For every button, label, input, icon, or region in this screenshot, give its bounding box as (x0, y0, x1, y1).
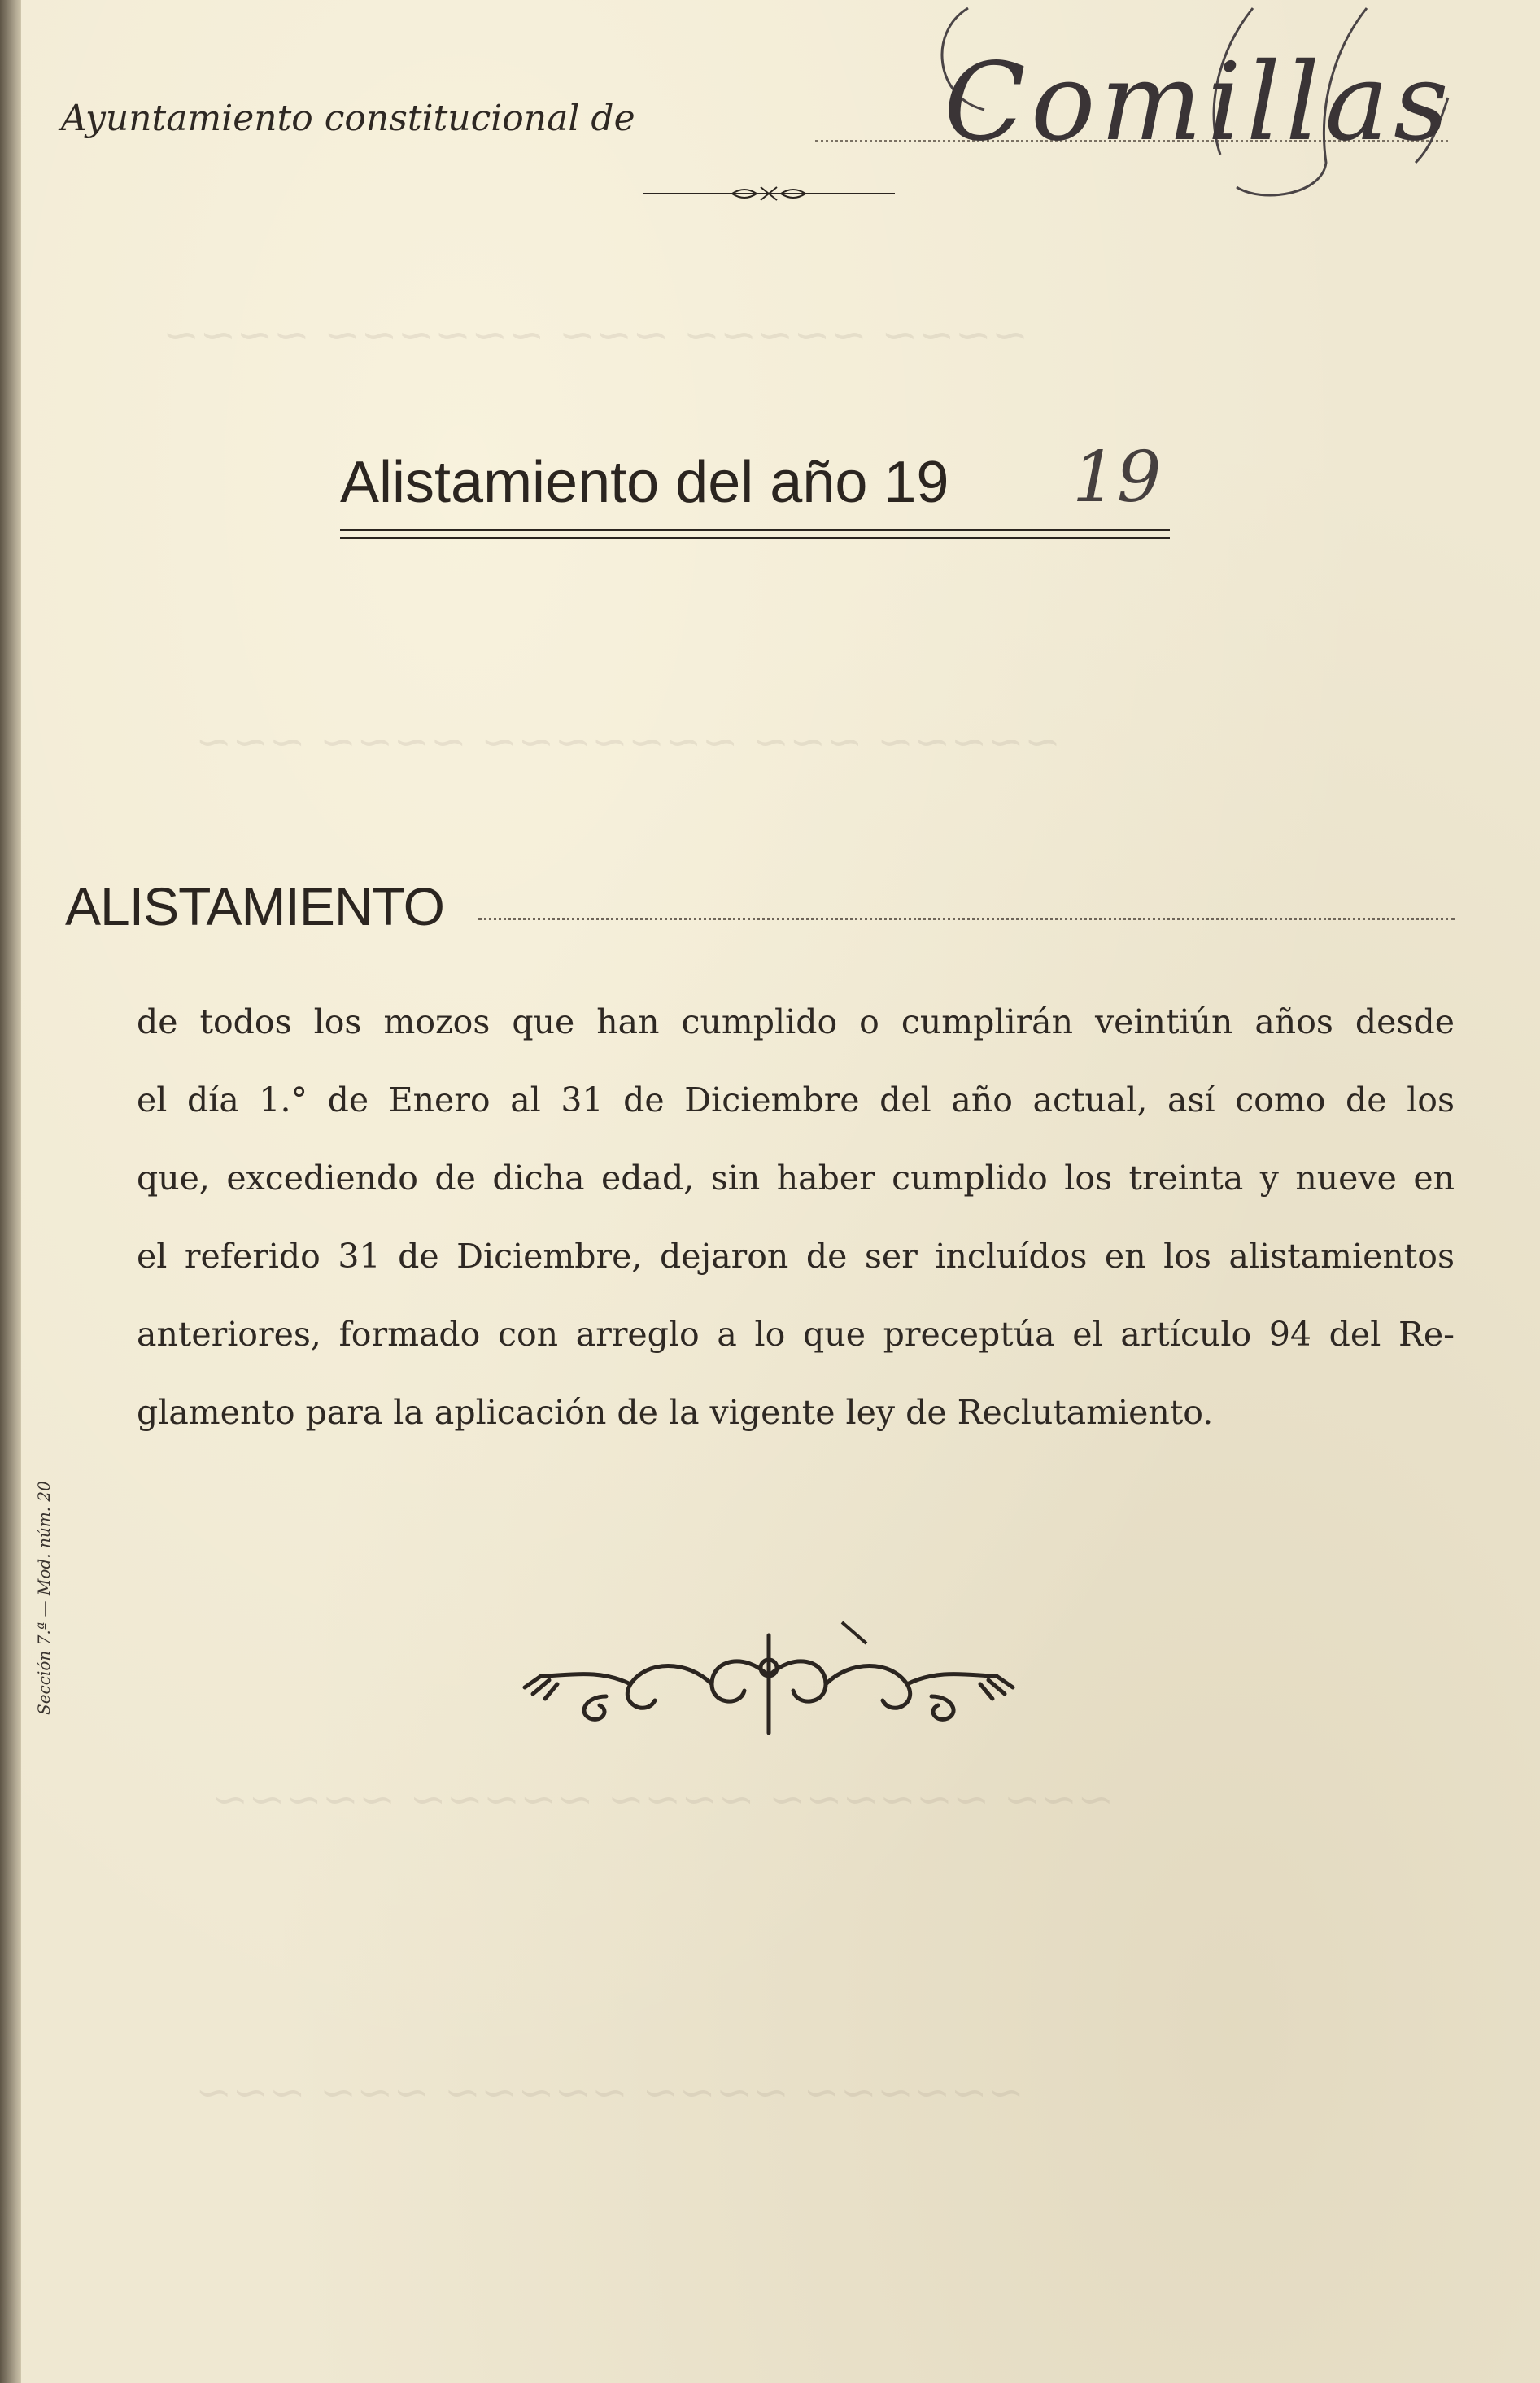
binding-edge (0, 0, 21, 2383)
header-label: Ayuntamiento constitucional de (61, 98, 635, 139)
bleed-through-texture: ~~~~ ~~~~~ ~~~ ~~~~~~ ~~~~ (163, 309, 1029, 360)
bleed-through-texture: ~~~~~ ~~~ ~~~~~~~ ~~~~ ~~~ (195, 716, 1062, 767)
body-line-3: que, excediendo de dicha edad, sin haber cumplido los treinta y nueve en (137, 1159, 1455, 1198)
title-underline-secondary (340, 537, 1170, 539)
margin-note-text: Sección 7.ª — Mod. núm. 20 (34, 1481, 54, 1715)
municipality-name: Comillas (944, 40, 1454, 165)
body-line-1: de todos los mozos que han cumplido o cumplirán veintiún años desde (137, 1002, 1455, 1041)
title-printed-text: Alistamiento del año 19 (340, 450, 949, 515)
margin-note (34, 1455, 67, 1715)
bleed-through-texture: ~~~~~~ ~~~~ ~~~~~ ~~~ ~~~ (195, 2067, 1024, 2118)
handwritten-year: 19 (1072, 437, 1162, 518)
bleed-through-texture: ~~~ ~~~~~~ ~~~~ ~~~~~ ~~~~~ (212, 1774, 1115, 1825)
page-title (340, 449, 949, 516)
section-heading: ALISTAMIENTO (65, 876, 444, 936)
body-line-5: anteriores, formado con arreglo a lo que preceptúa el artículo 94 del Re- (137, 1315, 1455, 1354)
decorative-ornament (508, 1619, 1029, 1741)
header-separator-ornament (643, 184, 895, 203)
title-underline (340, 529, 1170, 531)
body-line-6: glamento para la aplicación de la vigente ley de Reclutamiento. (137, 1393, 1214, 1432)
body-line-2: el día 1.° de Enero al 31 de Diciembre del año actual, así como de los (137, 1080, 1455, 1119)
body-line-4: el referido 31 de Diciembre, dejaron de ser incluídos en los alistamientos (137, 1237, 1455, 1276)
heading-dotted-line (478, 918, 1455, 920)
